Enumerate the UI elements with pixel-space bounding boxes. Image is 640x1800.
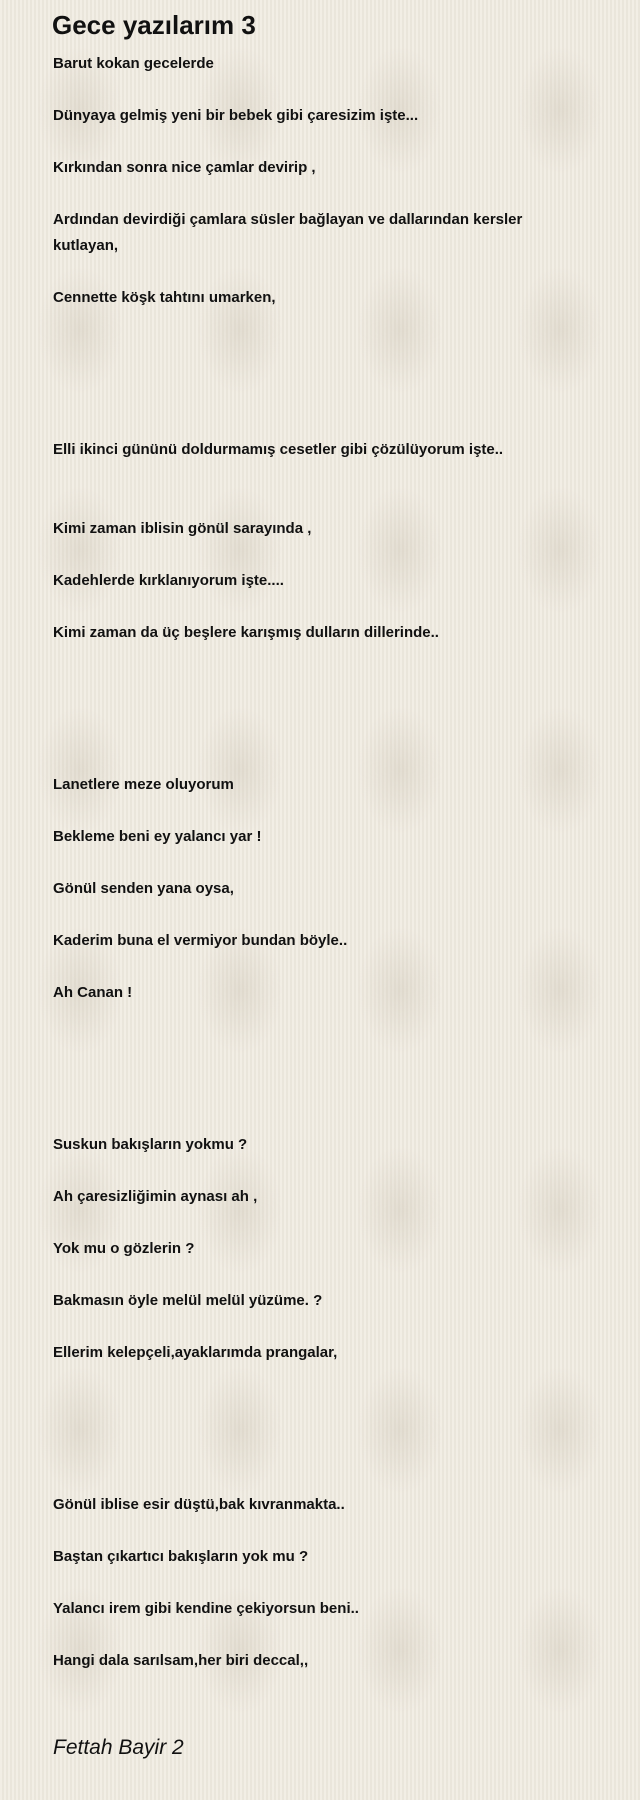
poem-line: Dünyaya gelmiş yeni bir bebek gibi çaresizim işte... (53, 107, 419, 124)
poem-line: Kimi zaman iblisin gönül sarayında , (53, 520, 312, 537)
poem-line: Suskun bakışların yokmu ? (53, 1136, 248, 1153)
poem-line: Kimi zaman da üç beşlere karışmış dulların dillerinde.. (53, 624, 439, 641)
poem-line: Elli ikinci gününü doldurmamış cesetler gibi çözülüyorum işte.. (53, 441, 504, 458)
poem-line: Baştan çıkartıcı bakışların yok mu ? (53, 1548, 309, 1565)
poem-line: Ah çaresizliğimin aynası ah , (53, 1188, 258, 1205)
poem-line: Bekleme beni ey yalancı yar ! (53, 828, 262, 845)
poem-title: Gece yazılarım 3 (52, 10, 256, 40)
poem-line: Kaderim buna el vermiyor bundan böyle.. (53, 932, 348, 949)
poem-line: Barut kokan gecelerde (53, 55, 214, 72)
poem-line: Ellerim kelepçeli,ayaklarımda prangalar, (53, 1344, 338, 1361)
poem-line: Ardından devirdiği çamlara süsler bağlayan ve dallarından kersler kutlayan, (53, 211, 523, 254)
poem-line: Bakmasın öyle melül melül yüzüme. ? (53, 1292, 323, 1309)
poem-line: Lanetlere meze oluyorum (53, 776, 234, 793)
poem-line: Yalancı irem gibi kendine çekiyorsun beni.. (53, 1600, 359, 1617)
poem-line: Gönül senden yana oysa, (53, 880, 234, 897)
poem-line: Gönül iblise esir düştü,bak kıvranmakta.. (53, 1496, 345, 1513)
poem-line: Ah Canan ! (53, 984, 133, 1001)
poem-author: Fettah Bayir 2 (53, 1736, 184, 1759)
poem-line: Yok mu o gözlerin ? (53, 1240, 195, 1257)
poem-line: Hangi dala sarılsam,her biri deccal,, (53, 1652, 309, 1669)
poem-line: Kadehlerde kırklanıyorum işte.... (53, 572, 284, 589)
poem-line: Cennette köşk tahtını umarken, (53, 289, 276, 306)
poem-line: Kırkından sonra nice çamlar devirip , (53, 159, 316, 176)
